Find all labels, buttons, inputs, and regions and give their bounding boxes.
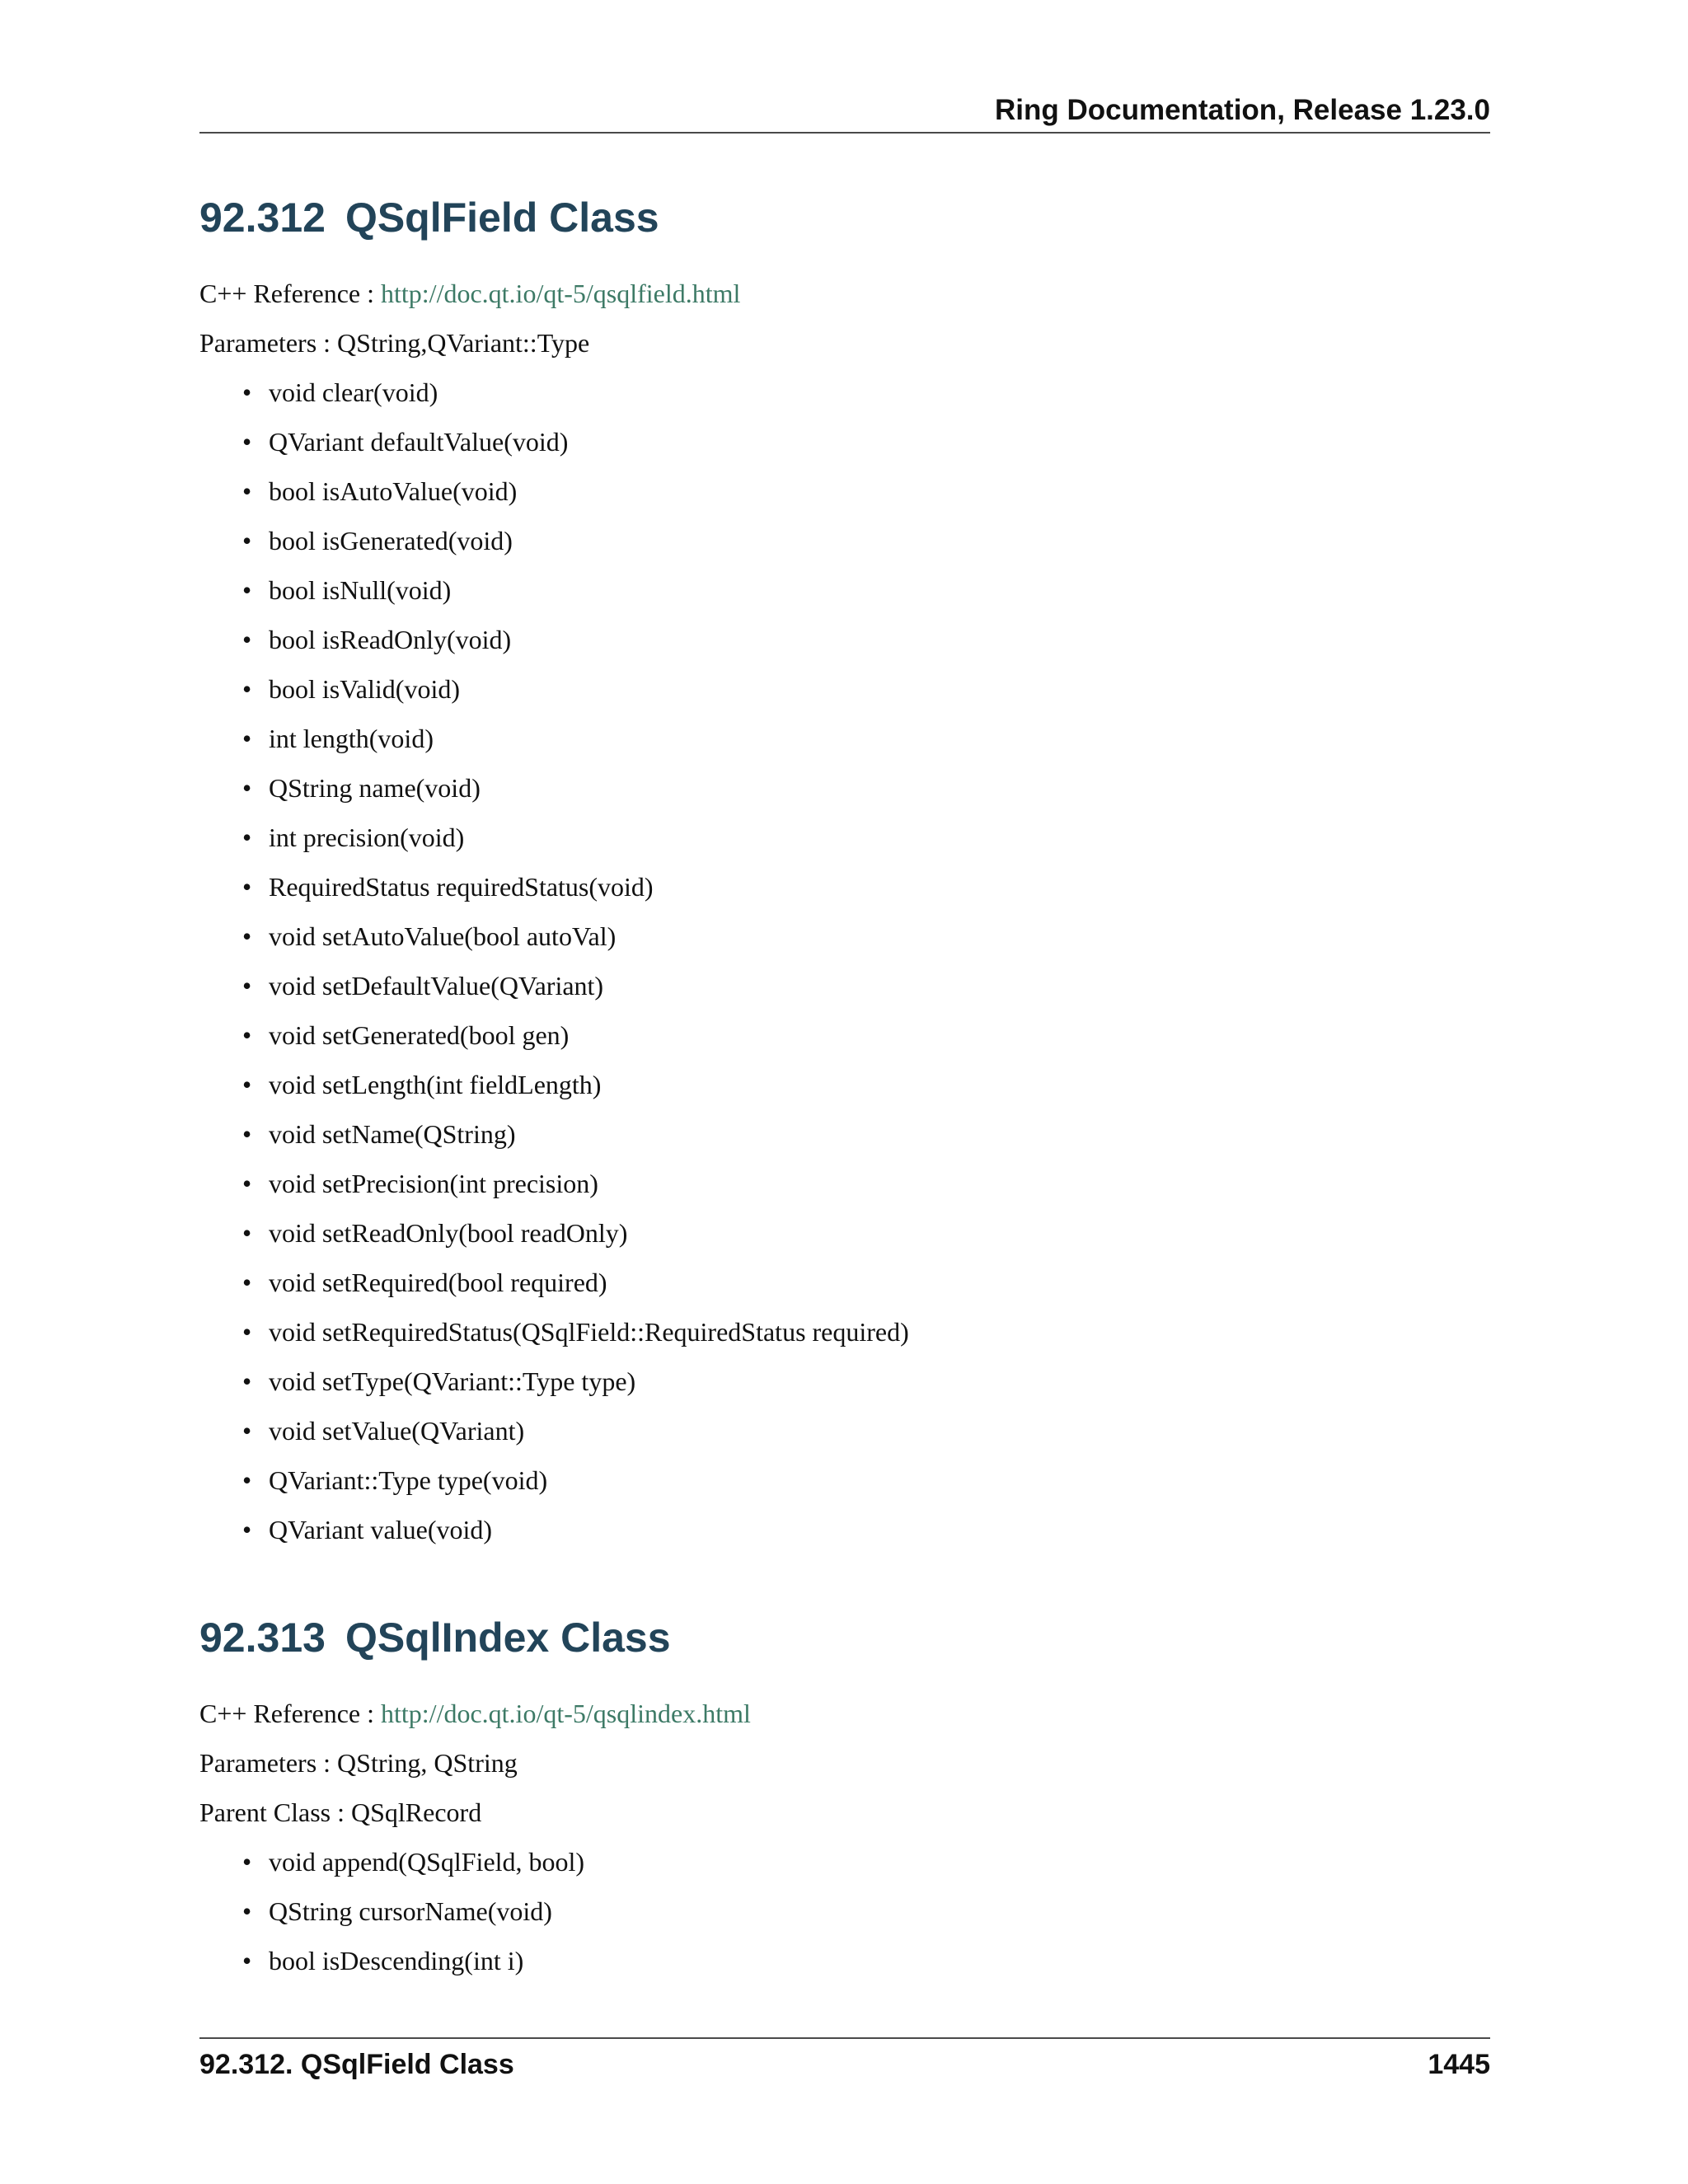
bullet-icon: • — [242, 1169, 252, 1198]
method-item — [199, 821, 1490, 870]
method-signature: void setValue(QVariant) — [269, 1416, 525, 1446]
method-item — [199, 1019, 1490, 1068]
reference-link[interactable]: http://doc.qt.io/qt-5/qsqlindex.html — [381, 1699, 751, 1728]
method-signature: QVariant::Type type(void) — [269, 1465, 548, 1495]
method-signature: bool isNull(void) — [269, 575, 452, 605]
method-item — [199, 1414, 1490, 1464]
footer-page-number: 1445 — [1428, 2049, 1490, 2080]
method-item — [199, 1464, 1490, 1513]
method-item — [199, 425, 1490, 475]
bullet-icon: • — [242, 1366, 252, 1396]
method-item — [199, 623, 1490, 673]
bullet-icon: • — [242, 1070, 252, 1099]
method-item — [199, 969, 1490, 1019]
bullet-icon: • — [242, 526, 252, 555]
method-item — [199, 673, 1490, 722]
footer-section: 92.312. QSqlField Class — [199, 2049, 514, 2080]
reference-label: C++ Reference : — [199, 279, 374, 308]
method-item — [199, 475, 1490, 524]
parent-class-label: Parent Class : — [199, 1797, 345, 1827]
method-signature: bool isDescending(int i) — [269, 1946, 524, 1975]
parameters — [199, 1746, 1490, 1796]
bullet-icon: • — [242, 674, 252, 704]
bullet-icon: • — [242, 1416, 252, 1446]
method-item — [199, 1068, 1490, 1118]
method-list — [199, 376, 1490, 1563]
method-signature: void setRequired(bool required) — [269, 1268, 607, 1297]
section-number: 92.312 — [199, 194, 326, 241]
bullet-icon: • — [242, 1515, 252, 1544]
parameters-label: Parameters : — [199, 1748, 331, 1778]
method-signature: QString name(void) — [269, 773, 481, 803]
page-footer — [199, 2037, 1490, 2088]
bullet-icon: • — [242, 427, 252, 457]
bullet-icon: • — [242, 1946, 252, 1975]
section-number: 92.313 — [199, 1615, 326, 1661]
method-signature: void setName(QString) — [269, 1119, 516, 1149]
method-item — [199, 920, 1490, 969]
method-signature: bool isReadOnly(void) — [269, 625, 512, 654]
section-qsqlindex — [199, 1613, 1490, 1994]
parameters-value: QString,QVariant::Type — [337, 328, 590, 358]
method-signature: int length(void) — [269, 724, 434, 753]
method-signature: QVariant value(void) — [269, 1515, 493, 1544]
bullet-icon: • — [242, 921, 252, 951]
bullet-icon: • — [242, 1317, 252, 1347]
method-signature: QString cursorName(void) — [269, 1896, 552, 1926]
bullet-icon: • — [242, 773, 252, 803]
cpp-reference — [199, 277, 1490, 326]
method-signature: QVariant defaultValue(void) — [269, 427, 569, 457]
bullet-icon: • — [242, 1119, 252, 1149]
method-list — [199, 1845, 1490, 1994]
method-item — [199, 870, 1490, 920]
section-heading-text: QSqlField Class — [345, 194, 659, 241]
bullet-icon: • — [242, 1268, 252, 1297]
bullet-icon: • — [242, 872, 252, 902]
method-signature: bool isGenerated(void) — [269, 526, 513, 555]
parent-class-value: QSqlRecord — [350, 1797, 482, 1827]
method-signature: int precision(void) — [269, 823, 465, 852]
method-item — [199, 1167, 1490, 1216]
cpp-reference — [199, 1697, 1490, 1746]
method-item — [199, 1216, 1490, 1266]
method-signature: void setGenerated(bool gen) — [269, 1020, 570, 1050]
method-item — [199, 376, 1490, 425]
method-item — [199, 1513, 1490, 1563]
header-title: Ring Documentation, Release 1.23.0 — [994, 94, 1490, 126]
bullet-icon: • — [242, 377, 252, 407]
parameters-label: Parameters : — [199, 328, 331, 358]
method-signature: void setType(QVariant::Type type) — [269, 1366, 636, 1396]
bullet-icon: • — [242, 971, 252, 1001]
bullet-icon: • — [242, 1847, 252, 1877]
method-item — [199, 574, 1490, 623]
method-signature: bool isValid(void) — [269, 674, 460, 704]
method-item — [199, 1845, 1490, 1895]
bullet-icon: • — [242, 476, 252, 506]
bullet-icon: • — [242, 575, 252, 605]
method-item — [199, 771, 1490, 821]
method-signature: void setRequiredStatus(QSqlField::RequiredStatus required) — [269, 1317, 909, 1347]
page-header — [199, 92, 1490, 134]
method-signature: void setDefaultValue(QVariant) — [269, 971, 604, 1001]
method-item — [199, 1266, 1490, 1315]
method-item — [199, 1315, 1490, 1365]
parent-class — [199, 1796, 1490, 1845]
section-title — [199, 193, 1490, 270]
method-signature: void append(QSqlField, bool) — [269, 1847, 585, 1877]
method-signature: bool isAutoValue(void) — [269, 476, 518, 506]
method-item — [199, 1895, 1490, 1944]
method-signature: RequiredStatus requiredStatus(void) — [269, 872, 654, 902]
method-item — [199, 1118, 1490, 1167]
bullet-icon: • — [242, 625, 252, 654]
method-item — [199, 524, 1490, 574]
reference-label: C++ Reference : — [199, 1699, 374, 1728]
method-item — [199, 722, 1490, 771]
method-signature: void setAutoValue(bool autoVal) — [269, 921, 617, 951]
bullet-icon: • — [242, 1465, 252, 1495]
bullet-icon: • — [242, 724, 252, 753]
parameters-value: QString, QString — [337, 1748, 518, 1778]
reference-link[interactable]: http://doc.qt.io/qt-5/qsqlfield.html — [381, 279, 741, 308]
method-signature: void setPrecision(int precision) — [269, 1169, 598, 1198]
method-item — [199, 1944, 1490, 1994]
section-heading-text: QSqlIndex Class — [345, 1615, 671, 1661]
method-signature: void setReadOnly(bool readOnly) — [269, 1218, 628, 1248]
section-qsqlfield — [199, 193, 1490, 1563]
bullet-icon: • — [242, 1896, 252, 1926]
document-page — [199, 0, 1490, 2184]
bullet-icon: • — [242, 1218, 252, 1248]
bullet-icon: • — [242, 1020, 252, 1050]
parameters — [199, 326, 1490, 376]
method-signature: void setLength(int fieldLength) — [269, 1070, 602, 1099]
method-signature: void clear(void) — [269, 377, 438, 407]
section-title — [199, 1613, 1490, 1690]
method-item — [199, 1365, 1490, 1414]
bullet-icon: • — [242, 823, 252, 852]
